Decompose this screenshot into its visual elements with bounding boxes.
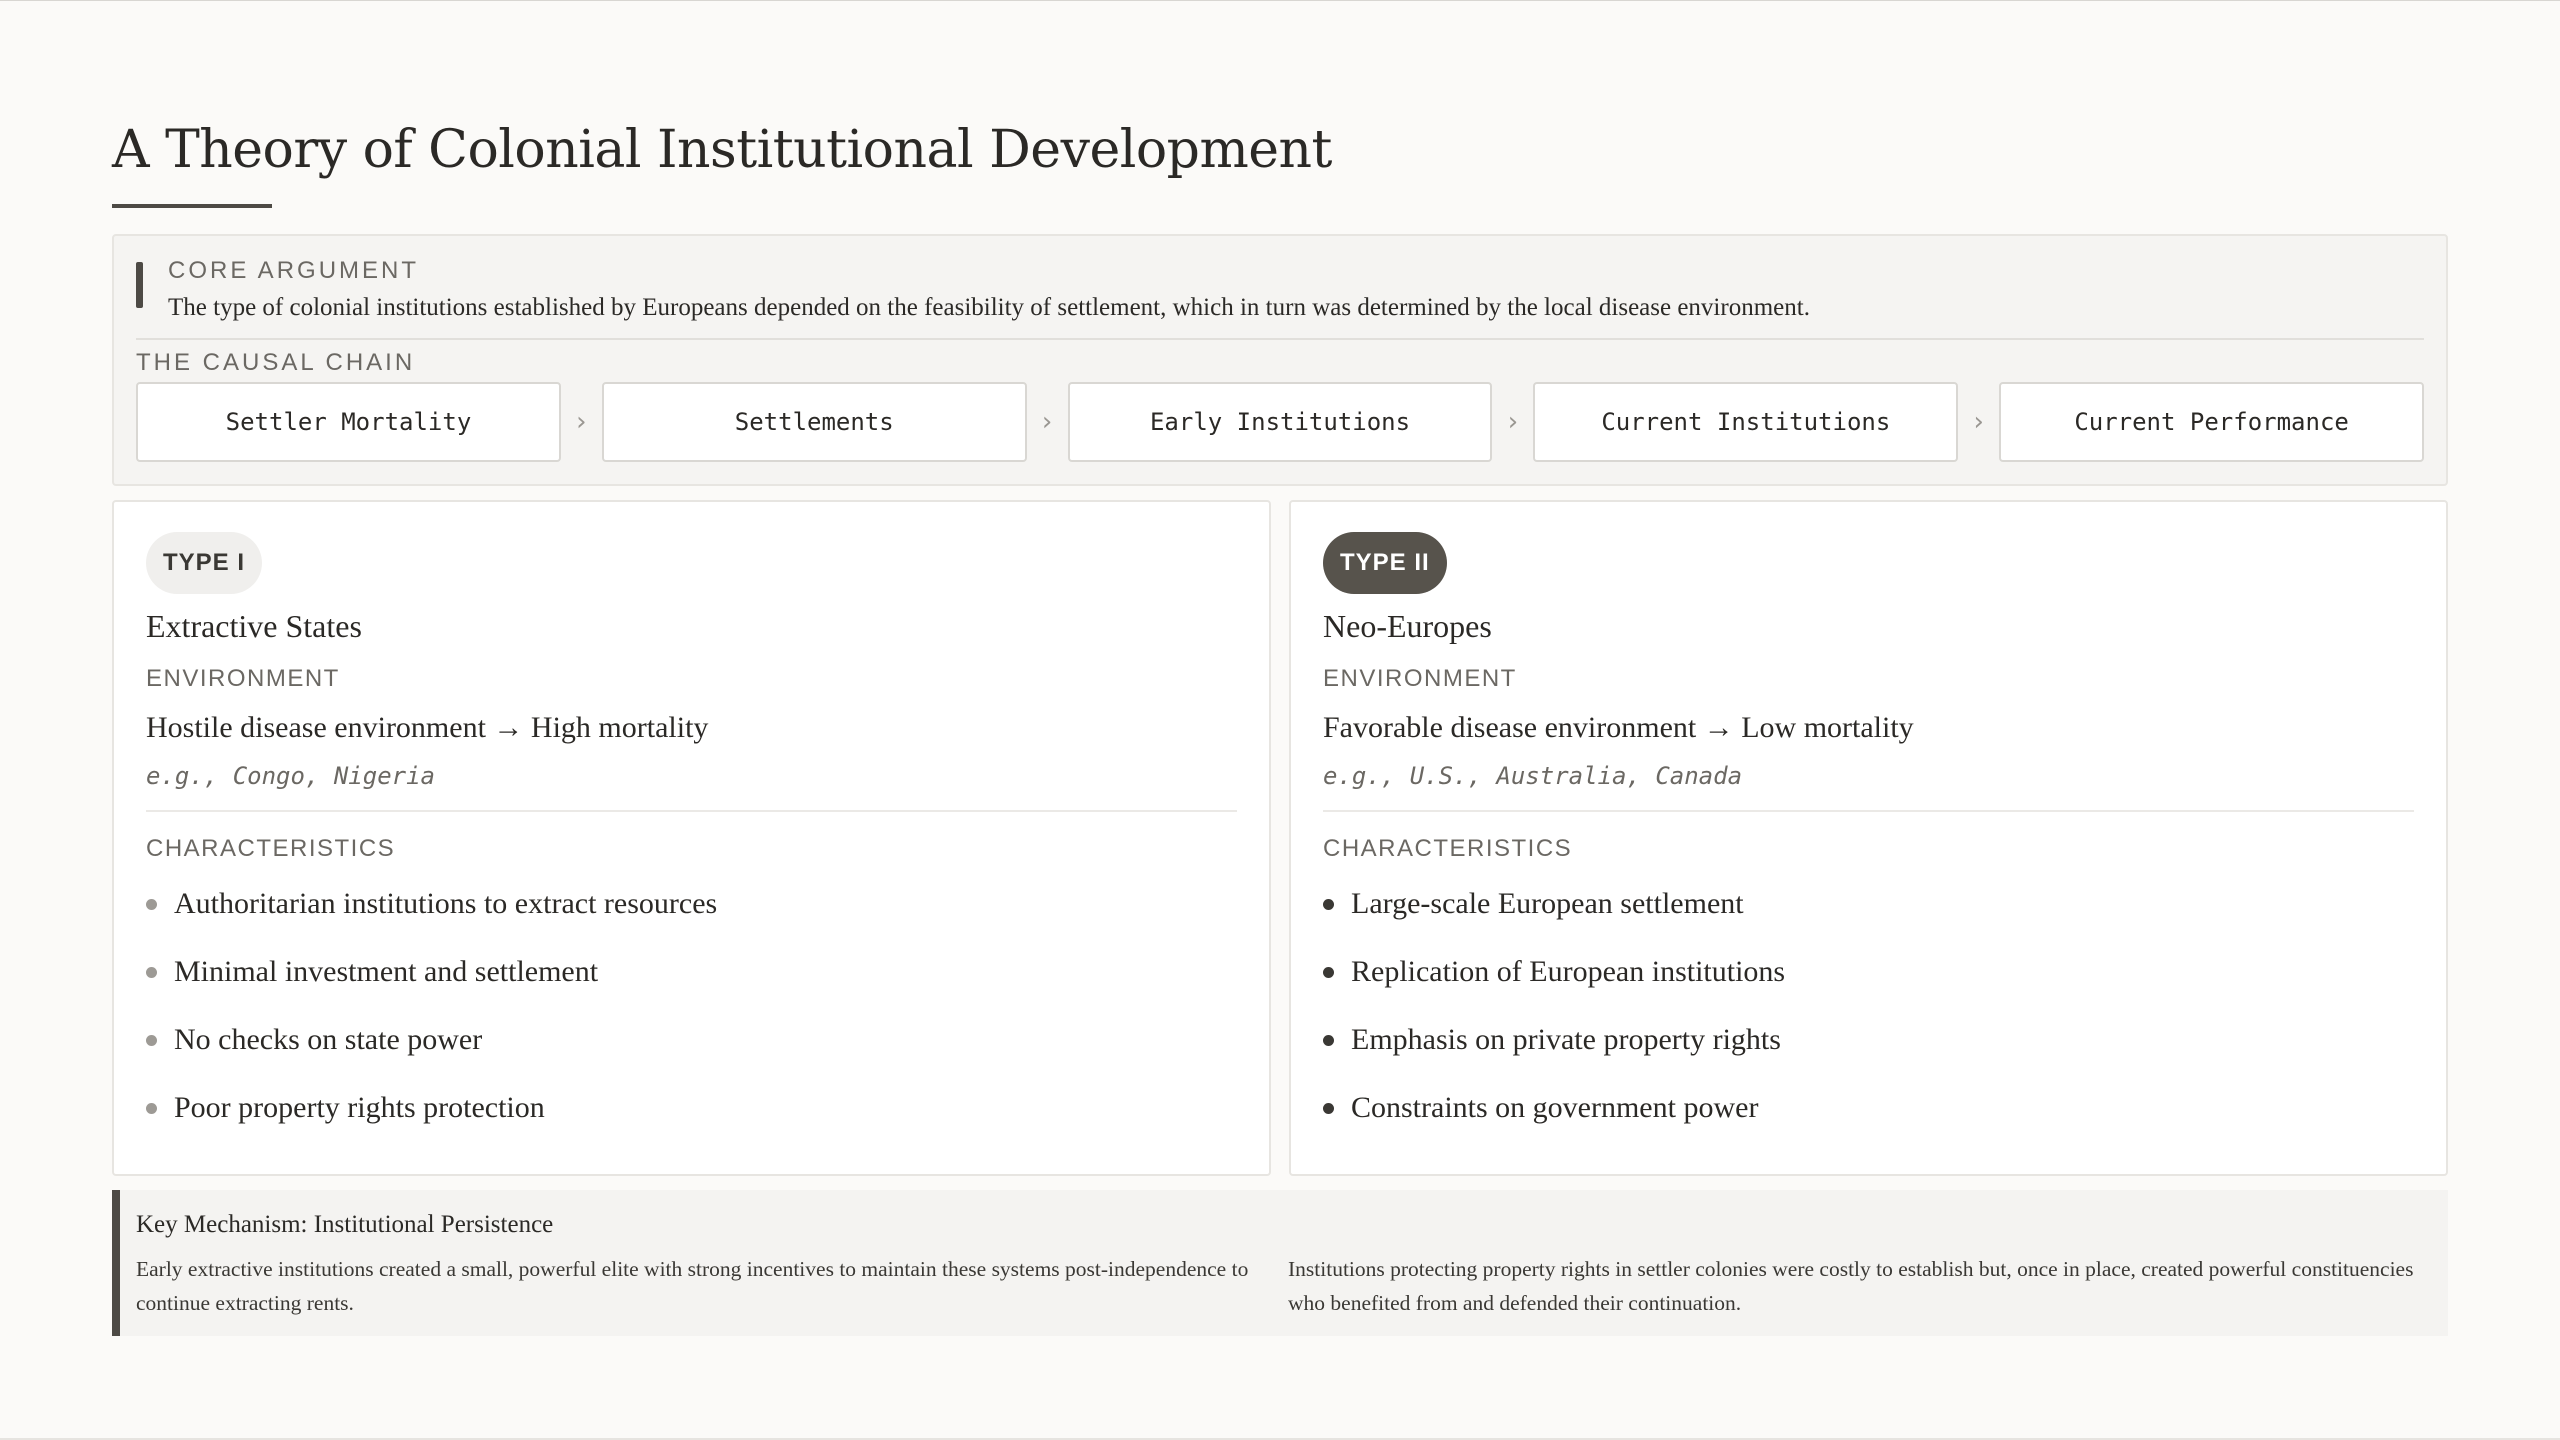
type-badge: TYPE II: [1323, 532, 1447, 594]
environment-label: ENVIRONMENT: [1323, 665, 1517, 692]
core-argument-accent-bar: [136, 262, 143, 308]
page-content: [112, 110, 2448, 1336]
chain-step-current-institutions: Current Institutions: [1533, 382, 1958, 462]
bullet-icon: [146, 899, 157, 910]
bullet-icon: [1323, 1035, 1334, 1046]
type-title: Neo-Europes: [1323, 608, 1492, 644]
environment-text: Favorable disease environment → Low mortality: [1323, 711, 1914, 744]
key-mechanism-extractive-text: Early extractive institutions created a small, powerful elite with strong incentives to maintain these systems post-independence to continue extracting rents.: [136, 1257, 1249, 1315]
chevron-right-icon: ›: [1973, 407, 1984, 437]
core-argument-label: CORE ARGUMENT: [168, 257, 420, 284]
key-mechanism-title: Key Mechanism: Institutional Persistence: [136, 1211, 554, 1238]
list-item: [1323, 884, 2414, 924]
type-card-neo-europes: [1289, 500, 2448, 1176]
list-item: [1323, 1088, 2414, 1128]
characteristics-label: CHARACTERISTICS: [146, 835, 396, 862]
chevron-right-icon: ›: [576, 407, 587, 437]
bullet-icon: [146, 1103, 157, 1114]
type-title: Extractive States: [146, 608, 362, 644]
type-card-extractive: [112, 500, 1271, 1176]
top-rule: [0, 0, 2560, 1]
key-mechanism-panel: [112, 1190, 2448, 1336]
list-item: [146, 884, 1237, 924]
causal-chain-label: THE CAUSAL CHAIN: [136, 349, 416, 376]
environment-label: ENVIRONMENT: [146, 665, 340, 692]
example-countries: e.g., Congo, Nigeria: [146, 760, 1237, 812]
title-underline: [112, 204, 272, 208]
list-item: [1323, 952, 2414, 992]
type-badge: TYPE I: [146, 532, 262, 594]
list-item: [146, 1020, 1237, 1060]
chevron-right-icon: ›: [1507, 407, 1519, 437]
list-item-text: Authoritarian institutions to extract resources: [174, 887, 718, 920]
bullet-icon: [1323, 899, 1334, 910]
chain-step-settler-mortality: Settler Mortality: [136, 382, 561, 462]
list-item: [1323, 1020, 2414, 1060]
page-title: A Theory of Colonial Institutional Development: [112, 120, 1332, 180]
bullet-icon: [1323, 967, 1334, 978]
key-mechanism-settler-text: Institutions protecting property rights in settler colonies were costly to establish but, once in place, created powerful constituencies who benefited from and defended their continuation.: [1288, 1257, 2414, 1315]
chain-step-current-performance: Current Performance: [1999, 382, 2424, 462]
list-item-text: Constraints on government power: [1351, 1091, 1759, 1124]
bullet-icon: [146, 1035, 157, 1046]
core-argument: [136, 256, 2424, 340]
characteristics-list: [146, 884, 1237, 1128]
list-item-text: Minimal investment and settlement: [174, 955, 599, 988]
list-item-text: Replication of European institutions: [1351, 955, 1786, 988]
list-item-text: No checks on state power: [174, 1023, 483, 1056]
list-item-text: Large-scale European settlement: [1351, 887, 1744, 920]
list-item-text: Emphasis on private property rights: [1351, 1023, 1781, 1056]
list-item: [146, 1088, 1237, 1128]
environment-text: Hostile disease environment → High mortality: [146, 711, 709, 744]
bullet-icon: [1323, 1103, 1334, 1114]
characteristics-list: [1323, 884, 2414, 1128]
causal-chain: [136, 382, 2424, 462]
type-cards: [112, 500, 2448, 1176]
core-argument-text: The type of colonial institutions established by Europeans depended on the feasibility of settlement, which in turn was determined by the local disease environment.: [168, 294, 1810, 321]
core-argument-panel: [112, 234, 2448, 486]
list-item: [146, 952, 1237, 992]
list-item-text: Poor property rights protection: [174, 1091, 545, 1124]
bullet-icon: [146, 967, 157, 978]
characteristics-label: CHARACTERISTICS: [1323, 835, 1573, 862]
key-mechanism-columns: [136, 1252, 2426, 1320]
chevron-right-icon: ›: [1041, 407, 1053, 437]
example-countries: e.g., U.S., Australia, Canada: [1323, 760, 2414, 812]
chain-step-settlements: Settlements: [602, 382, 1027, 462]
chain-step-early-institutions: Early Institutions: [1068, 382, 1493, 462]
